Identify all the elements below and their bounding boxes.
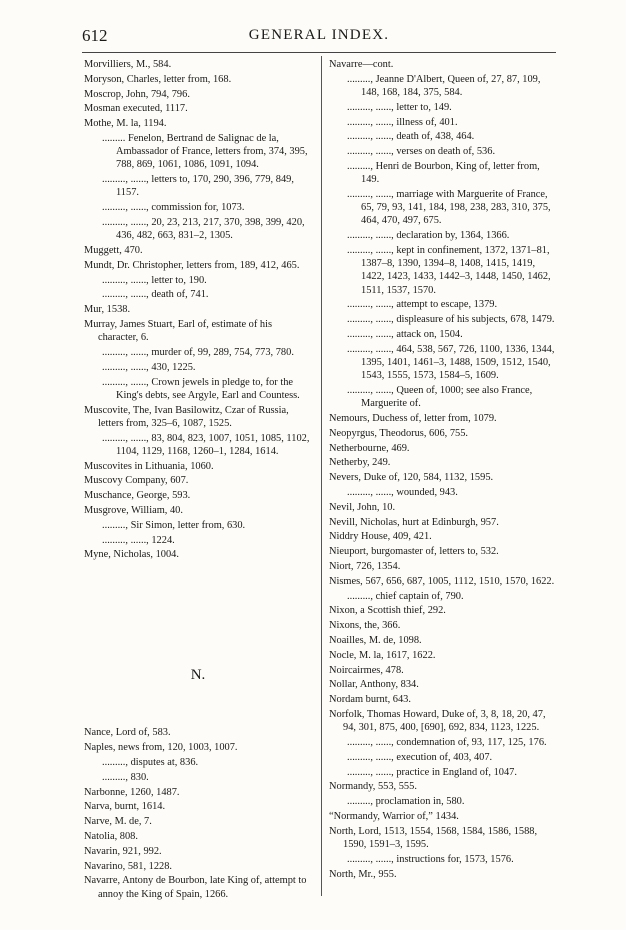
index-entry: Nance, Lord of, 583. (84, 727, 171, 739)
index-entry: Navarre—cont. (329, 59, 394, 70)
index-entry: ........., ......, displeasure of his subjects, 678, 1479. (347, 314, 555, 326)
index-entry: Noailles, M. de, 1098. (329, 634, 422, 646)
index-entry: Narbonne, 1260, 1487. (84, 786, 180, 798)
index-entry: ........., ......, declaration by, 1364, 1366. (347, 230, 510, 242)
index-entry: Nevers, Duke of, 120, 584, 1132, 1595. (329, 472, 494, 484)
index-entry: ........., ......, illness of, 401. (347, 116, 458, 128)
section-gap (84, 563, 310, 669)
index-entry: Niddry House, 409, 421. (329, 531, 432, 543)
index-entry: Navarin, 921, 992. (84, 845, 162, 857)
index-entry: Nieuport, burgomaster of, letters to, 532. (329, 546, 499, 558)
index-entry: Nordam burnt, 643. (329, 694, 411, 706)
header-rule (82, 52, 556, 53)
index-entry: Mur, 1538. (84, 304, 131, 316)
index-entry: ........., ......, wounded, 943. (347, 486, 458, 498)
index-entry: Nocle, M. la, 1617, 1622. (329, 649, 436, 661)
index-entry: ........., ......, 83, 804, 823, 1007, 1051, 1085, 1102, 1104, 1129, 1168, 1260–1, 1284, 1614. (102, 432, 310, 457)
index-entry: Nixon, a Scottish thief, 292. (329, 605, 446, 617)
index-entry: ........., ......, death of, 438, 464. (347, 131, 475, 143)
index-entry: ........., ......, verses on death of, 536. (347, 146, 496, 158)
index-entry: ........., ......, letter to, 149. (347, 101, 452, 113)
index-entry: Muscovites in Lithuania, 1060. (84, 460, 214, 472)
page-number: 612 (82, 26, 108, 45)
index-entry: ........., ......, 430, 1225. (102, 361, 196, 373)
running-head: GENERAL INDEX. (248, 27, 390, 43)
index-entry: North, Lord, 1513, 1554, 1568, 1584, 1586, 1588, 1590, 1591–3, 1595. (329, 825, 538, 850)
column-divider (321, 56, 322, 896)
index-entry: “Normandy, Warrior of,” 1434. (329, 810, 459, 822)
index-entry: ......... Fenelon, Bertrand de Salignac de la, Ambassador of France, letters from, 374, 395, 788, 869, 1061, 1086, 1091, 1094. (102, 132, 308, 171)
index-entry: ........., ......, practice in England of, 1047. (347, 766, 517, 778)
m-entries (84, 58, 310, 562)
index-entry: Nixons, the, 366. (329, 620, 401, 632)
index-entry: ........., ......, death of, 741. (102, 289, 209, 301)
index-entry: Moryson, Charles, letter from, 168. (84, 73, 232, 85)
index-entry: Nemours, Duchess of, letter from, 1079. (329, 412, 497, 424)
index-entry: ........., ......, marriage with Marguerite of France, 65, 79, 93, 141, 184, 198, 238, 283, 310, 375, 464, 470, 497, 675. (347, 188, 551, 227)
index-entry: Normandy, 553, 555. (329, 781, 417, 793)
index-entry: ........., ......, condemnation of, 93, 117, 125, 176. (347, 736, 547, 748)
index-entry: Netherbourne, 469. (329, 442, 410, 454)
index-entry: Norfolk, Thomas Howard, Duke of, 3, 8, 18, 20, 47, 94, 301, 875, 400, [690], 692, 834, 1123, 1225. (329, 708, 546, 734)
index-entry: Nismes, 567, 656, 687, 1005, 1112, 1510, 1570, 1622. (329, 575, 555, 587)
index-entry: ........., disputes at, 836. (102, 756, 199, 768)
index-entry: ........., Jeanne D'Albert, Queen of, 27, 87, 109, 148, 168, 184, 375, 584. (347, 73, 541, 98)
right-entries (329, 58, 557, 881)
index-entry: ........., Henri de Bourbon, King of, letter from, 149. (347, 160, 540, 186)
index-entry: Murray, James Stuart, Earl of, estimate of his character, 6. (84, 318, 273, 344)
index-entry: Muscovy Company, 607. (84, 475, 189, 487)
index-entry: ........., ......, Crown jewels in pledge to, for the King's debts, see Argyle, Earl and Countess. (102, 376, 300, 401)
index-entry: Neopyrgus, Theodorus, 606, 755. (329, 427, 469, 439)
index-entry: Narva, burnt, 1614. (84, 801, 166, 813)
index-entry: Mundt, Dr. Christopher, letters from, 189, 412, 465. (84, 259, 300, 271)
index-entry: Netherby, 249. (329, 457, 391, 469)
index-entry: ........., ......, 20, 23, 213, 217, 370, 398, 399, 420, 436, 482, 663, 831–2, 1305. (102, 216, 305, 242)
n-entries (84, 726, 310, 900)
index-entry: ........., ......, attempt to escape, 1379. (347, 299, 498, 311)
index-entry: ........., Sir Simon, letter from, 630. (102, 519, 246, 531)
index-entry: ........., 830. (102, 771, 149, 783)
index-entry: Noircairmes, 478. (329, 664, 404, 676)
index-entry: Navarre, Antony de Bourbon, late King of, attempt to annoy the King of Spain, 1266. (84, 875, 307, 900)
index-entry: ........., ......, 464, 538, 567, 726, 1100, 1336, 1344, 1395, 1401, 1461–3, 1488, 1509, 1512, 1540, 1543, 1555, 1573, 1584–5, 1609. (347, 343, 555, 382)
index-entry: North, Mr., 955. (329, 868, 397, 880)
index-entry: ........., ......, instructions for, 1573, 1576. (347, 853, 514, 865)
index-entry: Mosman executed, 1117. (84, 103, 188, 115)
index-entry: Muschance, George, 593. (84, 490, 191, 502)
index-entry: Nevil, John, 10. (329, 501, 396, 513)
index-entry: Musgrove, William, 40. (84, 504, 183, 516)
index-entry: Myne, Nicholas, 1004. (84, 549, 179, 561)
index-entry: ........., ......, letter to, 190. (102, 274, 207, 286)
index-entry: Natolia, 808. (84, 830, 138, 842)
index-entry: ........., ......, 1224. (102, 534, 175, 546)
index-entry: Moscrop, John, 794, 796. (84, 88, 190, 100)
index-entry: Navarino, 581, 1228. (84, 860, 173, 872)
index-entry: Muggett, 470. (84, 244, 143, 256)
index-entry: Niort, 726, 1354. (329, 560, 401, 572)
right-column (329, 58, 557, 882)
index-entry: Mothe, M. la, 1194. (84, 118, 167, 130)
index-entry: ........., ......, execution of, 403, 407. (347, 751, 493, 763)
index-entry: ........., ......, murder of, 99, 289, 754, 773, 780. (102, 346, 294, 358)
index-entry: Muscovite, The, Ivan Basilowitz, Czar of Russia, letters from, 325–6, 1087, 1525. (84, 404, 289, 429)
index-entry: ........., ......, kept in confinement, 1372, 1371–81, 1387–8, 1390, 1394–8, 1408, 1415, 1419, 1422, 1423, 1433, 1442–3, 1448, 1450, 1462, 1511, 1537, 1570. (347, 244, 551, 296)
index-entry: Naples, news from, 120, 1003, 1007. (84, 742, 238, 754)
index-entry: Nollar, Anthony, 834. (329, 679, 419, 691)
index-entry: Morvilliers, M., 584. (84, 59, 172, 70)
index-entry: Narve, M. de, 7. (84, 816, 152, 828)
index-entry: ........., ......, Queen of, 1000; see also France, Marguerite of. (347, 384, 533, 410)
index-entry: ........., proclamation in, 580. (347, 796, 465, 808)
index-entry: ........., chief captain of, 790. (347, 590, 464, 602)
left-column (84, 58, 310, 902)
index-entry: ........., ......, commission for, 1073. (102, 202, 245, 214)
index-entry: ........., ......, letters to, 170, 290, 396, 779, 849, 1157. (102, 174, 294, 199)
index-entry: Nevill, Nicholas, hurt at Edinburgh, 957. (329, 516, 499, 528)
index-entry: ........., ......, attack on, 1504. (347, 328, 463, 340)
page-header (82, 26, 556, 50)
section-letter-n: N. (190, 667, 206, 684)
